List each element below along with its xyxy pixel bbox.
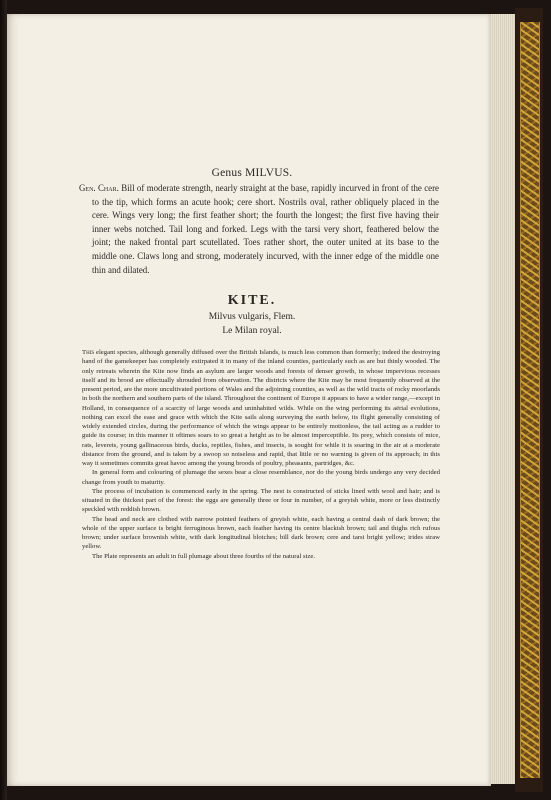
book-page (7, 14, 491, 786)
body-paragraph: The head and neck are clothed with narrow pointed feathers of greyish white, each having a central dash of dark brown; the whole of the upper surface is bright ferruginous brown, each feather having its centre blackish brown; tail and thighs rich rufous brown; under surface brownish white, with dark longitudinal blotches; bill dark brown; cere and tarsi bright yellow; irides straw yellow. (82, 515, 440, 551)
species-heading: KITE. (227, 293, 277, 308)
body-paragraph (82, 348, 440, 468)
generic-character-text: Bill of moderate strength, nearly straight at the base, rapidly incurved in front of the cere to the tip, which forms an acute hook; cere short. Nostrils oval, rather obliquely placed in the cere. Wings very long; the first feather short; the fourth the longest; the first five having their inner webs notched. Tail long and forked. Legs with the tarsi very short, feathered below the joint; the naked frontal part scutellated. Toes rather short, the outer united at its base to the middle one. Claws long and strong, moderately incurved, with the inner edge of the middle one thin and dilated. (92, 183, 439, 275)
body-paragraph: In general form and colouring of plumage the sexes bear a close resemblance, nor do the young birds undergo any very decided change from youth to maturity. (82, 469, 440, 486)
body-paragraph: The Plate represents an adult in full plumage about three fourths of the natural size. (92, 552, 316, 560)
latin-name: Milvus vulgaris, Flem. (208, 312, 296, 322)
generic-character-lead: Gen. Char. (79, 183, 119, 193)
species-description (82, 348, 440, 561)
gilt-ornament-border (520, 22, 540, 778)
book-spine-edge (0, 0, 7, 800)
generic-character (65, 182, 439, 277)
body-paragraph-1-text: elegant species, although generally diffused over the British Islands, is much less common than formerly; indeed the destroying hand of the gamekeeper has completely extirpated it in many of the inland counties, particularly such as are but thinly wooded. The only retreats wherein the Kite now finds an asylum are larger woods and forests of denser growth, in whose impervious recesses itself and its brood are effectually shrouded from observation. The districts where the Kite may be most frequently observed at the present period, are the more uncultivated portions of Wales and the adjoining counties, as well as the wild tracts of rocky moorlands in both the northern and southern parts of the island. Throughout the continent of Europe it appears to have a wider range,—except in Holland, in consequence of a scarcity of large woods and uninhabited wilds. While on the wing performing its aërial evolutions, nothing can excel the ease and grace with which the Kite sails along surveying the earth below, its flight generally consisting of widely extended circles, during the performance of which the wings appear to be entirely motionless, the tail acting as a rudder to guide its course; in this manner it oftimes soars to so great a height as to be almost imperceptible. Its prey, which consists of mice, rats, leverets, young gallinaceous birds, ducks, reptiles, fishes, and insects, is sought for while it is soaring in the air at a moderate distance from the ground, and is taken by a swoop so noiseless and rapid, that little or no warning is given of its approach; in this way it sometimes commits great havoc among the young broods of poultry, pheasants, partridges, &c. (82, 349, 440, 467)
body-lead-word: This (82, 349, 95, 356)
french-name: Le Milan royal. (222, 326, 282, 336)
body-paragraph: The process of incubation is commenced early in the spring. The nest is constructed of sticks lined with wool and hair; and is situated in the thickest part of the forest: the eggs are generally three or four in number, of a greyish white, more or less distinctly speckled with reddish brown. (82, 487, 440, 514)
page-stack-edge (491, 14, 515, 784)
genus-heading: Genus MILVUS. (211, 167, 293, 179)
